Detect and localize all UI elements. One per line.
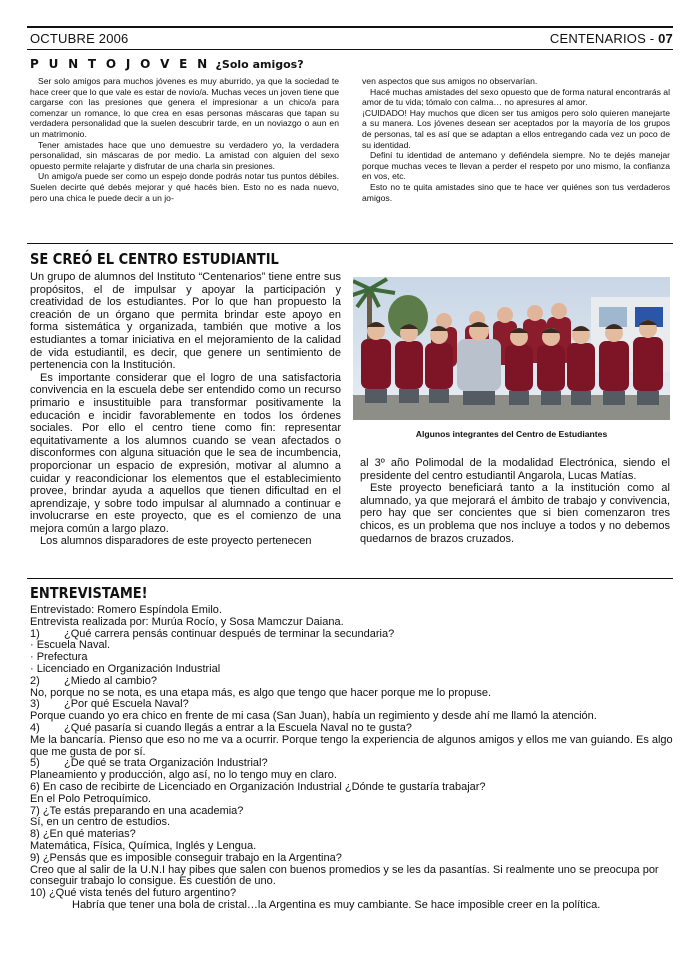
paragraph: Hacé muchas amistades del sexo opuesto que de forma natural encontrarás al amor de tu vida; tómalo con calma… no apresures al amor.: [362, 86, 670, 108]
header-top-rule: [27, 26, 673, 28]
question-6: 6) En caso de recibirte de Licenciado en Organización Industrial ¿Dónde te gustaría trabajar?: [30, 780, 486, 793]
centro-estudiantil-heading: SE CREÓ EL CENTRO ESTUDIANTIL: [30, 250, 279, 268]
paragraph: Un grupo de alumnos del Instituto “Centenarios” tiene entre sus propósitos, el de impulsar y apoyar la participación y creatividad de los estudiantes. Por lo que han propuesto la creación de un órgano que permita brindar este apoyo en forma sistemática y organizada, también que motive a los estudiantes a tomar iniciativa en el mejoramiento de la calidad de vida estudiantil, es decir, que genere un sentimiento de pertenencia con la Institución.: [30, 271, 341, 372]
question-text: ¿Qué pasaría si cuando llegás a entrar a la Escuela Naval no te gusta?: [64, 721, 412, 734]
paragraph: Este proyecto beneficiará tanto a la institución como al alumnado, ya que mejorará el ámbito de trabajo y convivencia, pero hay que ser concientes que si bien comenzaron tres chicos, es un problema que nos incluye a todos y no debemos quedarnos de brazos cruzados.: [360, 482, 670, 545]
answer-3: Porque cuando yo era chico en frente de mi casa (San Juan), había un regimiento y desde ahí me llamó la atención.: [30, 710, 597, 723]
section-divider: [27, 243, 673, 244]
answer-item: · Licenciado en Organización Industrial: [30, 662, 221, 675]
photo-caption: Algunos integrantes del Centro de Estudiantes: [415, 429, 608, 439]
question-1: [30, 629, 680, 641]
question-number: 1): [30, 627, 40, 640]
answer-7: Sí, en un centro de estudios.: [30, 816, 171, 829]
header-separator: -: [645, 31, 659, 46]
interviewers-line: Entrevista realizada por: Murúa Rocío, y Sosa Mamczur Daiana.: [30, 615, 344, 628]
issue-date: OCTUBRE 2006: [30, 31, 129, 46]
answer-5: Planeamiento y producción, algo así, no lo tengo muy en claro.: [30, 769, 337, 782]
answer-6: En el Polo Petroquímico.: [30, 792, 152, 805]
paragraph: Definí tu identidad de antemano y defiéndela siempre. No te dejés manejar porque muchas veces te llevan a perder el respeto por uno mismo, la confianza en vos, etc.: [362, 150, 670, 182]
answer-9: Creo que al salir de la U.N.I hay pibes que salen con buenos promedios y se les da pasantías. Si realmente uno se preocupa por conseguir trabajo lo consigue. Es cuestión de uno.: [30, 863, 659, 888]
publication-title: CENTENARIOS: [549, 31, 646, 46]
question-10: 10) ¿Qué vista tenés del futuro argentino?: [30, 887, 237, 900]
answer-10: Habría que tener una bola de cristal…la Argentina es muy cambiante. Se hace imposible creer en la política.: [72, 898, 601, 911]
question-2: [30, 676, 680, 688]
question-text: ¿Qué carrera pensás continuar después de terminar la secundaria?: [64, 627, 395, 640]
answer-8: Matemática, Física, Química, Inglés y Lengua.: [30, 839, 257, 852]
question-text: ¿Miedo al cambio?: [64, 674, 157, 687]
question-number: 4): [30, 721, 40, 734]
section-divider: [27, 578, 673, 579]
answer-item: · Prefectura: [30, 651, 88, 664]
answer-2: No, porque no se nota, es una etapa más, es algo que tengo que hacer porque me lo propuse.: [30, 686, 492, 699]
paragraph: Es importante considerar que el logro de una satisfactoria convivencia en la escuela debe ser entendido como un recurso primario e insustituible para transformar positivamente la educación e incidir favorablemente en todos los órdenes sociales. Por ello el centro tiene como fin: representar equitativamente a los alumnos cuando se vean afectados o disconformes con alguna situación que le sea de incumbencia, proporcionar un espacio de expresión, motivar al alumno a cuidar y reacondicionar los elementos que el establecimiento provee, brindar ayuda a aquellos que tienen dificultad en el aprendizaje, y sobre todo impulsar al alumnado a continuar e involucrarse en este proyecto, que es el comienzo de una mejora común a largo plazo.: [30, 371, 341, 535]
students-group-photo: [353, 277, 670, 420]
header-bottom-rule: [27, 49, 673, 50]
punto-joven-heading: [30, 53, 304, 72]
section-subtitle: ¿Solo amigos?: [215, 58, 304, 71]
question-text: ¿Por qué Escuela Naval?: [64, 698, 189, 711]
page-number: 07: [658, 31, 673, 46]
publication-header: [550, 31, 673, 46]
paragraph: Tener amistades hace que uno demuestre su verdadero yo, la verdadera personalidad, sin máscaras de por medio. La amistad con alguien del sexo opuesto permite relajarte y disfrutar de una charla sin presiones.: [30, 139, 339, 171]
question-4: [30, 723, 680, 735]
punto-joven-right-column: [362, 76, 670, 203]
interview-body: [30, 605, 680, 912]
paragraph: ven aspectos que sus amigos no observarían.: [362, 76, 538, 86]
question-7: 7) ¿Te estás preparando en una academia?: [30, 804, 244, 817]
centro-estudiantil-left-column: [30, 271, 341, 548]
question-8: 8) ¿En qué materias?: [30, 828, 136, 841]
question-9: 9) ¿Pensás que es imposible conseguir trabajo en la Argentina?: [30, 851, 342, 864]
question-number: 5): [30, 757, 40, 770]
question-text: ¿De qué se trata Organización Industrial?: [64, 757, 268, 770]
entrevistame-heading: ENTREVISTAME!: [30, 584, 148, 602]
paragraph: al 3º año Polimodal de la modalidad Electrónica, siendo el presidente del centro estudiantil Angarola, Lucas Matías.: [360, 457, 670, 482]
punto-joven-left-column: [30, 76, 339, 203]
centro-estudiantil-right-column: [360, 457, 670, 545]
section-kicker: P U N T O J O V E N: [30, 57, 210, 71]
group-photo-illustration: [353, 277, 670, 420]
paragraph: Ser solo amigos para muchos jóvenes es muy aburrido, ya que la sociedad te hace creer que lo que vale es estar de novio/a. Muchas veces un joven tiene que cargarse con las presiones que genera el impresionar a un chico/a para comenzar un romance, lo que crea en esas personas máscaras que tapan su verdadera personalidad que la suelen descubrir tarde, en un noviazgo o aun en un matrimonio.: [30, 76, 339, 139]
interviewee-line: Entrevistado: Romero Espíndola Emilo.: [30, 604, 222, 616]
question-number: 3): [30, 698, 40, 711]
paragraph: Esto no te quita amistades sino que te hace ver quiénes son tus verdaderos amigos.: [362, 181, 670, 203]
question-number: 2): [30, 674, 40, 687]
paragraph: Un amigo/a puede ser como un espejo donde podrás notar tus puntos débiles. Suelen decirte qué debés mejorar y qué hacés bien. Esto no es nada nuevo, pero una chica le puede decir a un jo-: [30, 171, 339, 203]
paragraph: ¡CUIDADO! Hay muchos que dicen ser tus amigos pero solo quieren manejarte a su manera. Los jóvenes desean ser aceptados por la mayoría de los grupos de personas, tal es así que se adaptan a ellos entregando cada vez un poco de su identidad.: [362, 107, 670, 150]
answer-4: Me la bancaría. Pienso que eso no me va a ocurrir. Porque tengo la experiencia de algunos amigos y ellos me van guiando. Es algo que me gusta de por sí.: [30, 733, 673, 758]
answer-item: · Escuela Naval.: [30, 639, 111, 652]
paragraph: Los alumnos disparadores de este proyecto pertenecen: [40, 535, 312, 548]
